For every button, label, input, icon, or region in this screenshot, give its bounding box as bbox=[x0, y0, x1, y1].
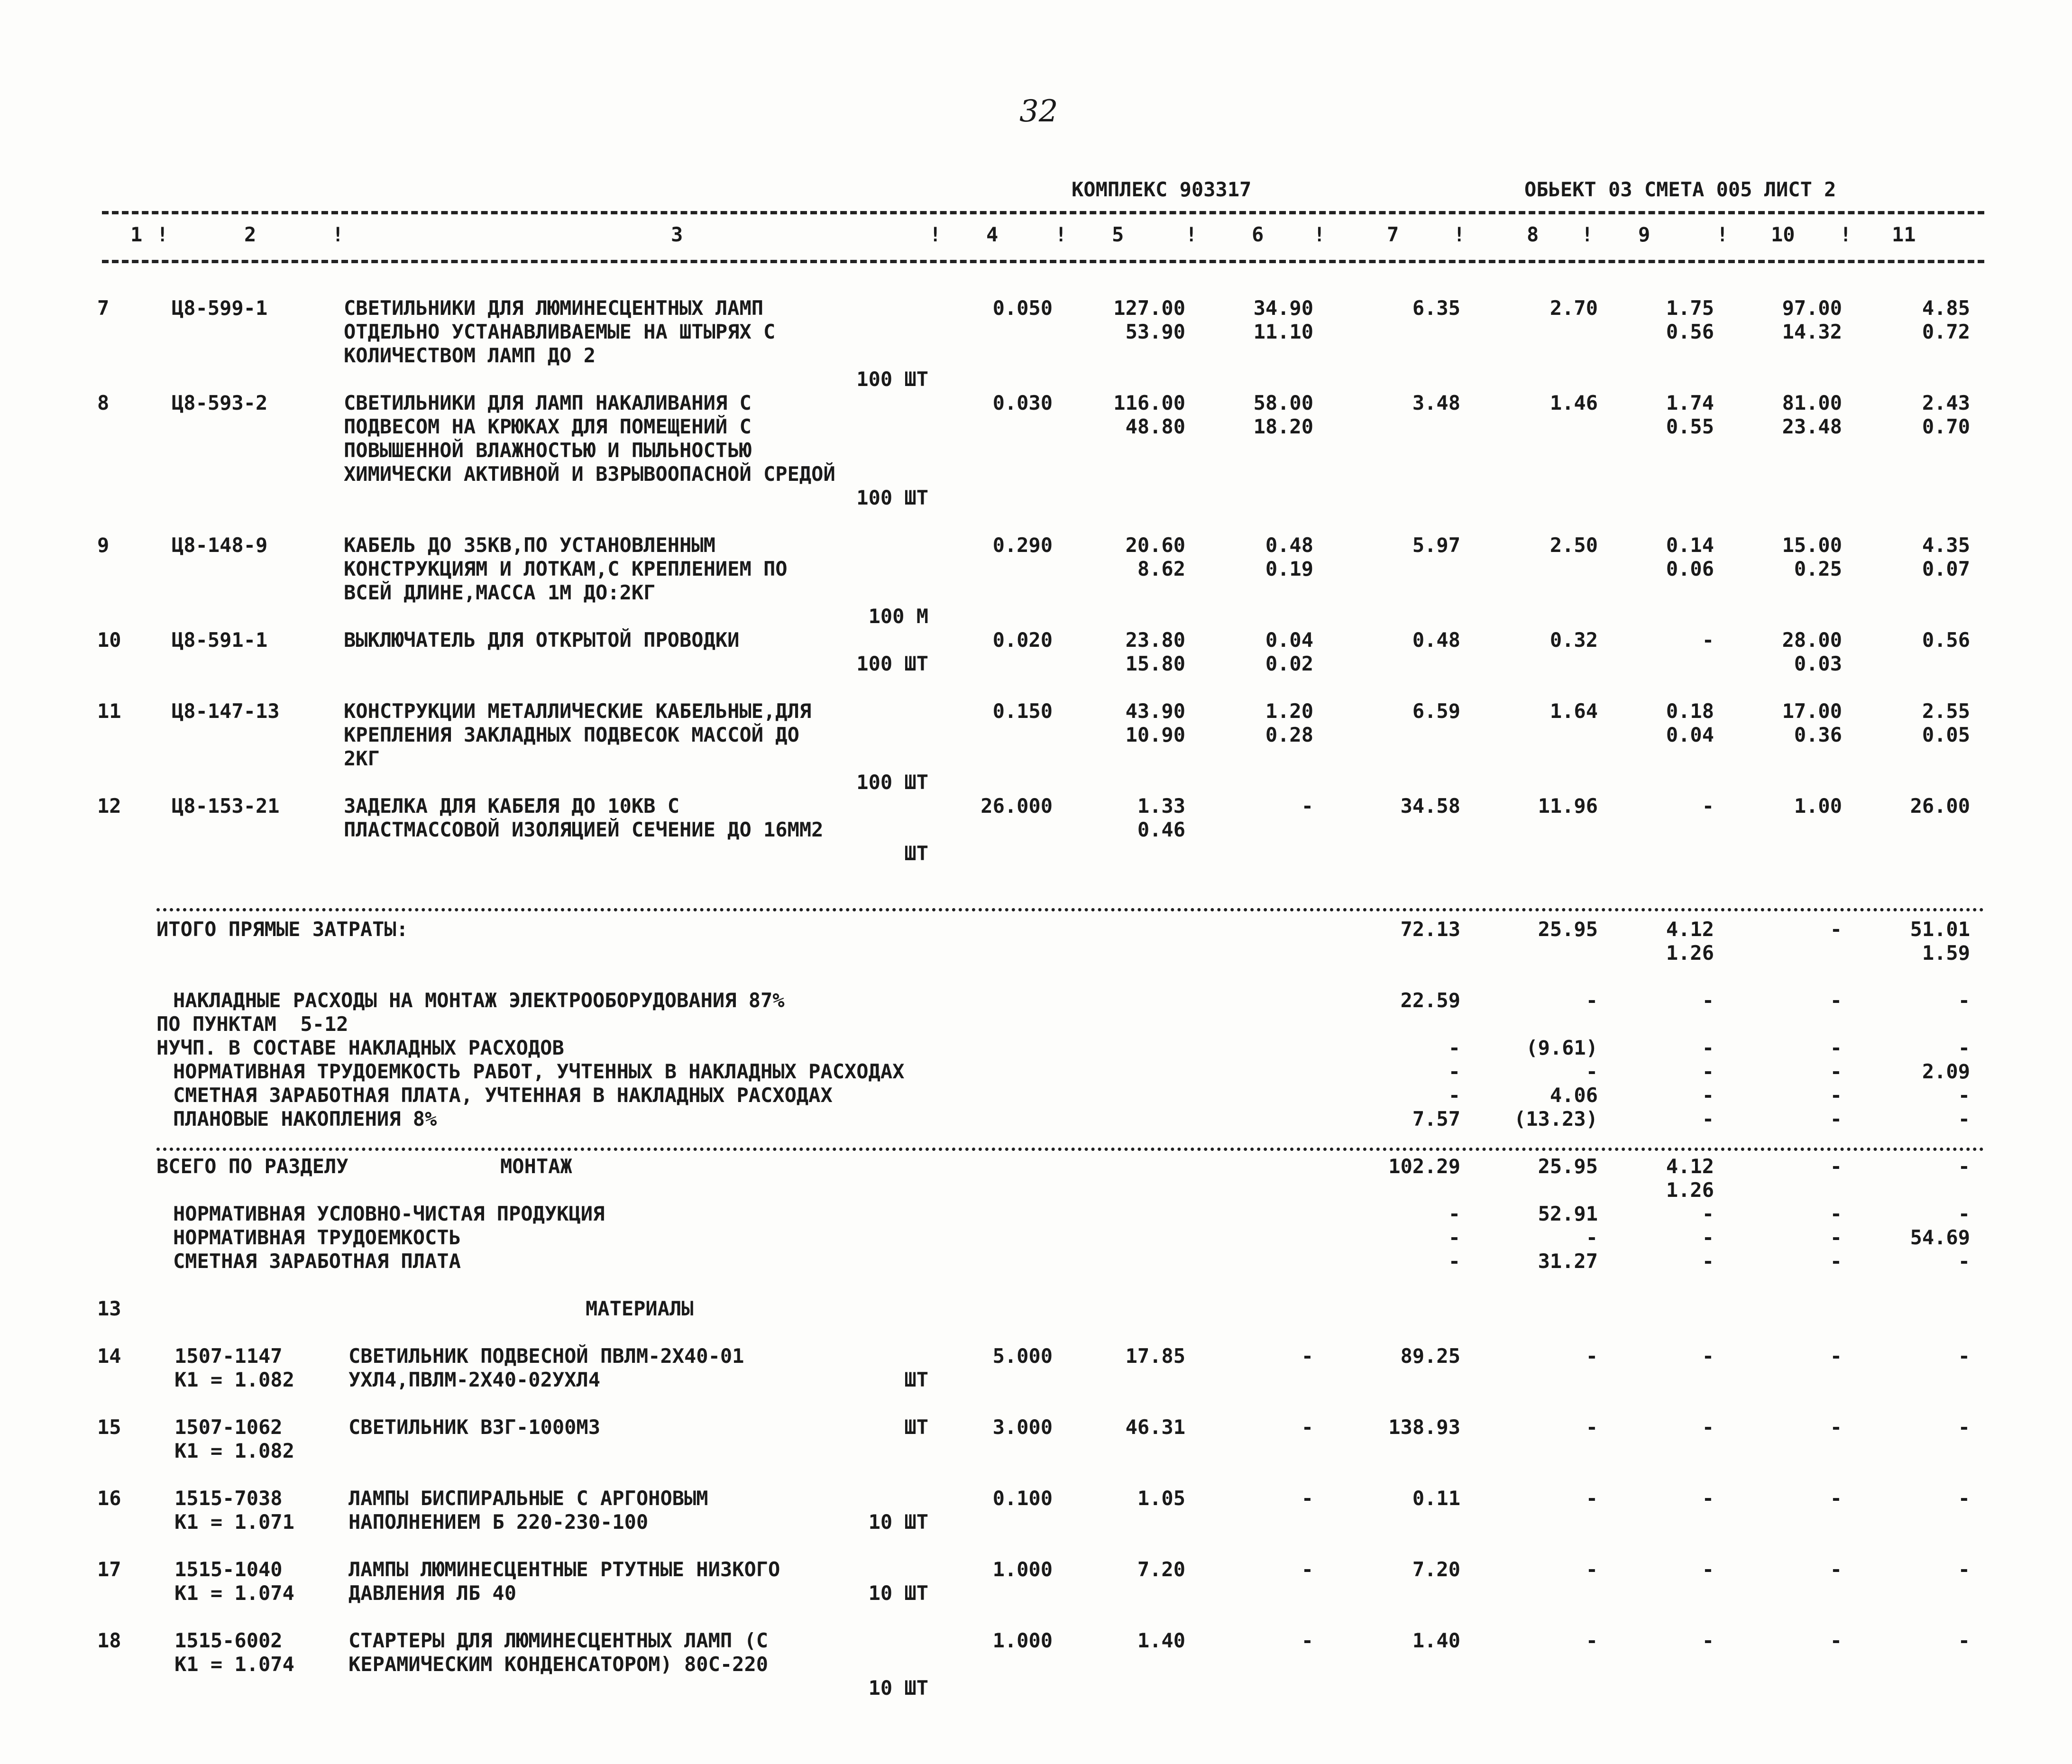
section-total-rule bbox=[156, 1148, 1984, 1151]
value-col-7: 89.25 bbox=[1400, 1344, 1460, 1368]
value-col-11: 26.00 bbox=[1910, 794, 1970, 818]
value-col-11: 51.01 1.59 bbox=[1910, 918, 1970, 965]
summary-label: НОРМАТИВНАЯ ТРУДОЕМКОСТЬ РАБОТ, УЧТЕННЫХ В НАКЛАДНЫХ РАСХОДАХ bbox=[173, 1060, 905, 1083]
col-header-11: 11 bbox=[1892, 223, 1916, 246]
material-description: КЕРАМИЧЕСКИМ КОНДЕНСАТОРОМ) 80С-220 bbox=[348, 1653, 769, 1676]
value-col-11: 4.85 0.72 bbox=[1922, 296, 1970, 343]
col-sep: ! bbox=[156, 223, 169, 246]
value-col-6: - bbox=[1301, 1415, 1313, 1439]
value-col-9: - bbox=[1702, 1344, 1714, 1368]
value-col-9: - bbox=[1702, 1487, 1714, 1510]
value-col-8: 4.06 bbox=[1549, 1084, 1598, 1107]
value-col-10: - bbox=[1830, 1226, 1842, 1249]
value-col-10: - bbox=[1830, 1487, 1842, 1510]
row-number: 9 bbox=[97, 533, 110, 557]
row-number: 15 bbox=[97, 1415, 121, 1439]
rate-code: Ц8-591-1 bbox=[172, 628, 268, 652]
col-header-9: 9 bbox=[1638, 223, 1650, 246]
work-description: КОЛИЧЕСТВОМ ЛАМП ДО 2 bbox=[344, 344, 596, 367]
value-col-4: 3.000 bbox=[992, 1415, 1053, 1439]
work-description: ВЫКЛЮЧАТЕЛЬ ДЛЯ ОТКРЫТОЙ ПРОВОДКИ bbox=[344, 628, 740, 652]
col-header-2: 2 bbox=[244, 223, 257, 246]
col-header-6: 6 bbox=[1252, 223, 1264, 246]
value-col-8: 31.27 bbox=[1538, 1250, 1598, 1273]
value-col-8: - bbox=[1586, 989, 1598, 1012]
material-description: НАПОЛНЕНИЕМ Б 220-230-100 bbox=[348, 1510, 649, 1534]
value-col-7: 6.59 bbox=[1412, 699, 1460, 723]
value-col-11: - bbox=[1958, 1344, 1970, 1368]
material-code: 1507-1147 bbox=[174, 1344, 283, 1368]
col-sep: ! bbox=[1055, 223, 1067, 246]
value-col-8: 1.46 bbox=[1549, 391, 1598, 414]
value-col-11: - bbox=[1958, 1250, 1970, 1273]
work-description: ПОДВЕСОМ НА КРЮКАХ ДЛЯ ПОМЕЩЕНИЙ С bbox=[344, 415, 752, 438]
summary-label: СМЕТНАЯ ЗАРАБОТНАЯ ПЛАТА bbox=[173, 1250, 461, 1273]
value-col-9: - bbox=[1702, 1202, 1714, 1225]
value-col-10: 28.00 0.03 bbox=[1782, 628, 1842, 675]
summary-label-cont: ПО ПУНКТАМ 5-12 bbox=[156, 1012, 348, 1036]
unit-of-measure: 100 ШТ bbox=[856, 486, 928, 509]
material-description: ДАВЛЕНИЯ ЛБ 40 bbox=[348, 1581, 517, 1605]
row-number: 18 bbox=[97, 1629, 121, 1652]
value-col-8: - bbox=[1586, 1226, 1598, 1249]
material-description: УХЛ4,ПВЛМ-2Х40-02УХЛ4 bbox=[348, 1368, 601, 1391]
value-col-11: 54.69 bbox=[1910, 1226, 1970, 1249]
unit-of-measure: ШТ bbox=[904, 1368, 928, 1391]
col-sep: ! bbox=[332, 223, 344, 246]
value-col-7: 0.48 bbox=[1412, 628, 1460, 652]
value-col-8: 52.91 bbox=[1538, 1202, 1598, 1225]
value-col-10: 1.00 bbox=[1794, 794, 1842, 818]
value-col-10: - bbox=[1830, 1202, 1842, 1225]
col-header-1: 1 bbox=[130, 223, 143, 246]
col-sep: ! bbox=[1185, 223, 1198, 246]
value-col-7: - bbox=[1448, 1202, 1460, 1225]
value-col-10: - bbox=[1830, 989, 1842, 1012]
value-col-9: - bbox=[1702, 1060, 1714, 1083]
row-number: 12 bbox=[97, 794, 121, 818]
value-col-7: 22.59 bbox=[1400, 989, 1460, 1012]
value-col-5: 127.00 53.90 bbox=[1113, 296, 1185, 343]
value-col-9: - bbox=[1702, 1107, 1714, 1130]
col-sep: ! bbox=[1581, 223, 1594, 246]
col-header-4: 4 bbox=[986, 223, 999, 246]
col-header-3: 3 bbox=[671, 223, 683, 246]
value-col-11: 2.09 bbox=[1922, 1060, 1970, 1083]
value-col-8: 2.50 bbox=[1549, 533, 1598, 557]
value-col-4: 26.000 bbox=[981, 794, 1053, 818]
value-col-7: - bbox=[1448, 1226, 1460, 1249]
value-col-9: - bbox=[1702, 628, 1714, 652]
value-col-9: 4.12 1.26 bbox=[1666, 918, 1714, 965]
value-col-9: 4.12 1.26 bbox=[1666, 1155, 1714, 1202]
value-col-11: 4.35 0.07 bbox=[1922, 533, 1970, 580]
material-description: ЛАМПЫ БИСПИРАЛЬНЫЕ С АРГОНОВЫМ bbox=[348, 1487, 708, 1510]
value-col-9: - bbox=[1702, 794, 1714, 818]
work-description: ПОВЫШЕННОЙ ВЛАЖНОСТЬЮ И ПЫЛЬНОСТЬЮ bbox=[344, 439, 752, 462]
value-col-7: 138.93 bbox=[1388, 1415, 1460, 1439]
work-description: 2КГ bbox=[344, 747, 380, 770]
unit-of-measure: 100 ШТ bbox=[856, 771, 928, 794]
col-sep: ! bbox=[1313, 223, 1326, 246]
value-col-5: 1.05 bbox=[1137, 1487, 1185, 1510]
value-col-7: 34.58 bbox=[1400, 794, 1460, 818]
price-coefficient: K1 = 1.074 bbox=[174, 1653, 294, 1676]
col-header-5: 5 bbox=[1112, 223, 1124, 246]
value-col-10: - bbox=[1830, 1155, 1842, 1178]
materials-title: МАТЕРИАЛЫ bbox=[586, 1297, 694, 1320]
value-col-6: 58.00 18.20 bbox=[1253, 391, 1313, 438]
col-header-7: 7 bbox=[1387, 223, 1399, 246]
value-col-11: - bbox=[1958, 1155, 1970, 1178]
work-description: ХИМИЧЕСКИ АКТИВНОЙ И ВЗРЫВООПАСНОЙ СРЕДОЙ bbox=[344, 462, 835, 486]
value-col-4: 0.150 bbox=[992, 699, 1053, 723]
value-col-4: 0.030 bbox=[992, 391, 1053, 414]
value-col-10: 81.00 23.48 bbox=[1782, 391, 1842, 438]
value-col-4: 0.020 bbox=[992, 628, 1053, 652]
value-col-7: 3.48 bbox=[1412, 391, 1460, 414]
value-col-5: 17.85 bbox=[1125, 1344, 1185, 1368]
value-col-9: - bbox=[1702, 1036, 1714, 1059]
value-col-8: 25.95 bbox=[1538, 918, 1598, 941]
value-col-5: 43.90 10.90 bbox=[1125, 699, 1185, 746]
material-code: 1515-7038 bbox=[174, 1487, 283, 1510]
value-col-7: - bbox=[1448, 1250, 1460, 1273]
value-col-5: 7.20 bbox=[1137, 1558, 1185, 1581]
work-description: КОНСТРУКЦИИ МЕТАЛЛИЧЕСКИЕ КАБЕЛЬНЫЕ,ДЛЯ bbox=[344, 699, 812, 723]
value-col-9: - bbox=[1702, 1084, 1714, 1107]
value-col-7: - bbox=[1448, 1036, 1460, 1059]
value-col-7: 72.13 bbox=[1400, 918, 1460, 941]
value-col-11: - bbox=[1958, 1107, 1970, 1130]
work-description: ВСЕЙ ДЛИНЕ,МАССА 1М ДО:2КГ bbox=[344, 581, 656, 604]
rate-code: Ц8-148-9 bbox=[172, 533, 268, 557]
value-col-6: 0.04 0.02 bbox=[1265, 628, 1313, 675]
value-col-9: - bbox=[1702, 989, 1714, 1012]
value-col-11: 0.56 bbox=[1922, 628, 1970, 652]
col-header-10: 10 bbox=[1771, 223, 1795, 246]
value-col-8: - bbox=[1586, 1060, 1598, 1083]
header-bottom-rule bbox=[102, 260, 1984, 263]
row-number: 8 bbox=[97, 391, 110, 414]
value-col-5: 20.60 8.62 bbox=[1125, 533, 1185, 580]
col-sep: ! bbox=[1716, 223, 1729, 246]
value-col-5: 1.33 0.46 bbox=[1137, 794, 1185, 841]
top-rule bbox=[102, 211, 1984, 214]
col-sep: ! bbox=[1453, 223, 1466, 246]
unit-of-measure: 100 М bbox=[868, 605, 928, 628]
value-col-10: - bbox=[1830, 1558, 1842, 1581]
work-description: ПЛАСТМАССОВОЙ ИЗОЛЯЦИЕЙ СЕЧЕНИЕ ДО 16ММ2 bbox=[344, 818, 824, 841]
value-col-8: - bbox=[1586, 1344, 1598, 1368]
value-col-8: - bbox=[1586, 1558, 1598, 1581]
price-coefficient: K1 = 1.071 bbox=[174, 1510, 294, 1534]
value-col-11: - bbox=[1958, 1629, 1970, 1652]
summary-label: НУЧП. В СОСТАВЕ НАКЛАДНЫХ РАСХОДОВ bbox=[156, 1036, 564, 1059]
value-col-8: (13.23) bbox=[1513, 1107, 1598, 1130]
col-header-8: 8 bbox=[1527, 223, 1539, 246]
material-code: 1507-1062 bbox=[174, 1415, 283, 1439]
work-description: ЗАДЕЛКА ДЛЯ КАБЕЛЯ ДО 10КВ С bbox=[344, 794, 680, 818]
value-col-10: - bbox=[1830, 1344, 1842, 1368]
value-col-9: - bbox=[1702, 1629, 1714, 1652]
value-col-10: - bbox=[1830, 1415, 1842, 1439]
value-col-4: 1.000 bbox=[992, 1558, 1053, 1581]
value-col-5: 116.00 48.80 bbox=[1113, 391, 1185, 438]
complex-label: КОМПЛЕКС 903317 bbox=[1072, 178, 1252, 201]
value-col-10: - bbox=[1830, 1060, 1842, 1083]
material-description: ЛАМПЫ ЛЮМИНЕСЦЕНТНЫЕ РТУТНЫЕ НИЗКОГО bbox=[348, 1558, 780, 1581]
value-col-6: - bbox=[1301, 1344, 1313, 1368]
unit-of-measure: 100 ШТ bbox=[856, 368, 928, 391]
value-col-8: 1.64 bbox=[1549, 699, 1598, 723]
value-col-11: - bbox=[1958, 1415, 1970, 1439]
value-col-11: 2.43 0.70 bbox=[1922, 391, 1970, 438]
work-description: КАБЕЛЬ ДО 35КВ,ПО УСТАНОВЛЕННЫМ bbox=[344, 533, 715, 557]
value-col-6: - bbox=[1301, 794, 1313, 818]
unit-of-measure: 10 ШТ bbox=[868, 1581, 928, 1605]
unit-of-measure: 10 ШТ bbox=[868, 1510, 928, 1534]
value-col-8: 0.32 bbox=[1549, 628, 1598, 652]
price-coefficient: K1 = 1.074 bbox=[174, 1581, 294, 1605]
row-number: 16 bbox=[97, 1487, 121, 1510]
material-code: 1515-1040 bbox=[174, 1558, 283, 1581]
unit-of-measure: ШТ bbox=[904, 1415, 928, 1439]
material-description: СВЕТИЛЬНИК ПОДВЕСНОЙ ПВЛМ-2Х40-01 bbox=[348, 1344, 744, 1368]
work-description: СВЕТИЛЬНИКИ ДЛЯ ЛЮМИНЕСЦЕНТНЫХ ЛАМП bbox=[344, 296, 764, 320]
value-col-10: - bbox=[1830, 1107, 1842, 1130]
row-number: 7 bbox=[97, 296, 110, 320]
value-col-10: 15.00 0.25 bbox=[1782, 533, 1842, 580]
value-col-9: 0.14 0.06 bbox=[1666, 533, 1714, 580]
value-col-7: 102.29 bbox=[1388, 1155, 1460, 1178]
value-col-9: 0.18 0.04 bbox=[1666, 699, 1714, 746]
value-col-4: 1.000 bbox=[992, 1629, 1053, 1652]
value-col-7: 7.57 bbox=[1412, 1107, 1460, 1130]
summary-label: ИТОГО ПРЯМЫЕ ЗАТРАТЫ: bbox=[156, 918, 409, 941]
value-col-11: - bbox=[1958, 1036, 1970, 1059]
subtotal-rule bbox=[156, 908, 1984, 911]
value-col-7: - bbox=[1448, 1060, 1460, 1083]
summary-label: НОРМАТИВНАЯ ТРУДОЕМКОСТЬ bbox=[173, 1226, 461, 1249]
work-description: СВЕТИЛЬНИКИ ДЛЯ ЛАМП НАКАЛИВАНИЯ С bbox=[344, 391, 752, 414]
rate-code: Ц8-599-1 bbox=[172, 296, 268, 320]
value-col-10: - bbox=[1830, 1629, 1842, 1652]
rate-code: Ц8-593-2 bbox=[172, 391, 268, 414]
value-col-9: 1.75 0.56 bbox=[1666, 296, 1714, 343]
value-col-6: - bbox=[1301, 1558, 1313, 1581]
row-number: 17 bbox=[97, 1558, 121, 1581]
value-col-7: - bbox=[1448, 1084, 1460, 1107]
value-col-9: - bbox=[1702, 1415, 1714, 1439]
summary-label: СМЕТНАЯ ЗАРАБОТНАЯ ПЛАТА, УЧТЕННАЯ В НАКЛАДНЫХ РАСХОДАХ bbox=[173, 1084, 833, 1107]
value-col-11: - bbox=[1958, 1487, 1970, 1510]
value-col-6: - bbox=[1301, 1487, 1313, 1510]
value-col-5: 1.40 bbox=[1137, 1629, 1185, 1652]
value-col-10: 97.00 14.32 bbox=[1782, 296, 1842, 343]
value-col-4: 0.290 bbox=[992, 533, 1053, 557]
object-label: ОБЬЕКТ 03 СМЕТА 005 ЛИСТ 2 bbox=[1524, 178, 1836, 201]
value-col-7: 7.20 bbox=[1412, 1558, 1460, 1581]
unit-of-measure: 10 ШТ bbox=[868, 1676, 928, 1700]
value-col-6: - bbox=[1301, 1629, 1313, 1652]
material-code: 1515-6002 bbox=[174, 1629, 283, 1652]
row-number: 13 bbox=[97, 1297, 121, 1320]
summary-label: ПЛАНОВЫЕ НАКОПЛЕНИЯ 8% bbox=[173, 1107, 437, 1130]
value-col-10: - bbox=[1830, 918, 1842, 941]
row-number: 11 bbox=[97, 699, 121, 723]
value-col-4: 0.100 bbox=[992, 1487, 1053, 1510]
value-col-10: - bbox=[1830, 1084, 1842, 1107]
column-header-row bbox=[0, 223, 2072, 249]
value-col-9: - bbox=[1702, 1558, 1714, 1581]
section-name: МОНТАЖ bbox=[500, 1155, 572, 1178]
value-col-6: 0.48 0.19 bbox=[1265, 533, 1313, 580]
col-sep: ! bbox=[929, 223, 942, 246]
value-col-7: 1.40 bbox=[1412, 1629, 1460, 1652]
rate-code: Ц8-153-21 bbox=[172, 794, 280, 818]
value-col-9: - bbox=[1702, 1226, 1714, 1249]
value-col-8: - bbox=[1586, 1487, 1598, 1510]
value-col-6: 34.90 11.10 bbox=[1253, 296, 1313, 343]
value-col-9: - bbox=[1702, 1250, 1714, 1273]
value-col-11: 2.55 0.05 bbox=[1922, 699, 1970, 746]
value-col-4: 5.000 bbox=[992, 1344, 1053, 1368]
rate-code: Ц8-147-13 bbox=[172, 699, 280, 723]
value-col-7: 0.11 bbox=[1412, 1487, 1460, 1510]
value-col-8: 11.96 bbox=[1538, 794, 1598, 818]
value-col-6: 1.20 0.28 bbox=[1265, 699, 1313, 746]
value-col-8: 2.70 bbox=[1549, 296, 1598, 320]
value-col-11: - bbox=[1958, 1202, 1970, 1225]
value-col-5: 46.31 bbox=[1125, 1415, 1185, 1439]
value-col-7: 6.35 bbox=[1412, 296, 1460, 320]
page-number: 32 bbox=[1019, 94, 1058, 129]
value-col-9: 1.74 0.55 bbox=[1666, 391, 1714, 438]
value-col-10: 17.00 0.36 bbox=[1782, 699, 1842, 746]
summary-label: НАКЛАДНЫЕ РАСХОДЫ НА МОНТАЖ ЭЛЕКТРООБОРУДОВАНИЯ 87% bbox=[173, 989, 785, 1012]
value-col-8: - bbox=[1586, 1415, 1598, 1439]
value-col-8: 25.95 bbox=[1538, 1155, 1598, 1178]
work-description: КРЕПЛЕНИЯ ЗАКЛАДНЫХ ПОДВЕСОК МАССОЙ ДО bbox=[344, 723, 799, 746]
value-col-5: 23.80 15.80 bbox=[1125, 628, 1185, 675]
row-number: 14 bbox=[97, 1344, 121, 1368]
col-sep: ! bbox=[1840, 223, 1852, 246]
work-description: КОНСТРУКЦИЯМ И ЛОТКАМ,С КРЕПЛЕНИЕМ ПО bbox=[344, 557, 788, 580]
material-description: СВЕТИЛЬНИК ВЗГ-1000МЗ bbox=[348, 1415, 601, 1439]
value-col-10: - bbox=[1830, 1036, 1842, 1059]
work-description: ОТДЕЛЬНО УСТАНАВЛИВАЕМЫЕ НА ШТЫРЯХ С bbox=[344, 320, 776, 343]
value-col-11: - bbox=[1958, 989, 1970, 1012]
summary-label: НОРМАТИВНАЯ УСЛОВНО-ЧИСТАЯ ПРОДУКЦИЯ bbox=[173, 1202, 605, 1225]
value-col-4: 0.050 bbox=[992, 296, 1053, 320]
value-col-11: - bbox=[1958, 1084, 1970, 1107]
value-col-11: - bbox=[1958, 1558, 1970, 1581]
value-col-8: - bbox=[1586, 1629, 1598, 1652]
unit-of-measure: 100 ШТ bbox=[856, 652, 928, 675]
row-number: 10 bbox=[97, 628, 121, 652]
material-description: СТАРТЕРЫ ДЛЯ ЛЮМИНЕСЦЕНТНЫХ ЛАМП (С bbox=[348, 1629, 769, 1652]
price-coefficient: K1 = 1.082 bbox=[174, 1439, 294, 1462]
value-col-8: (9.61) bbox=[1526, 1036, 1598, 1059]
value-col-7: 5.97 bbox=[1412, 533, 1460, 557]
summary-label: ВСЕГО ПО РАЗДЕЛУ bbox=[156, 1155, 348, 1178]
price-coefficient: K1 = 1.082 bbox=[174, 1368, 294, 1391]
value-col-10: - bbox=[1830, 1250, 1842, 1273]
unit-of-measure: ШТ bbox=[904, 842, 928, 865]
